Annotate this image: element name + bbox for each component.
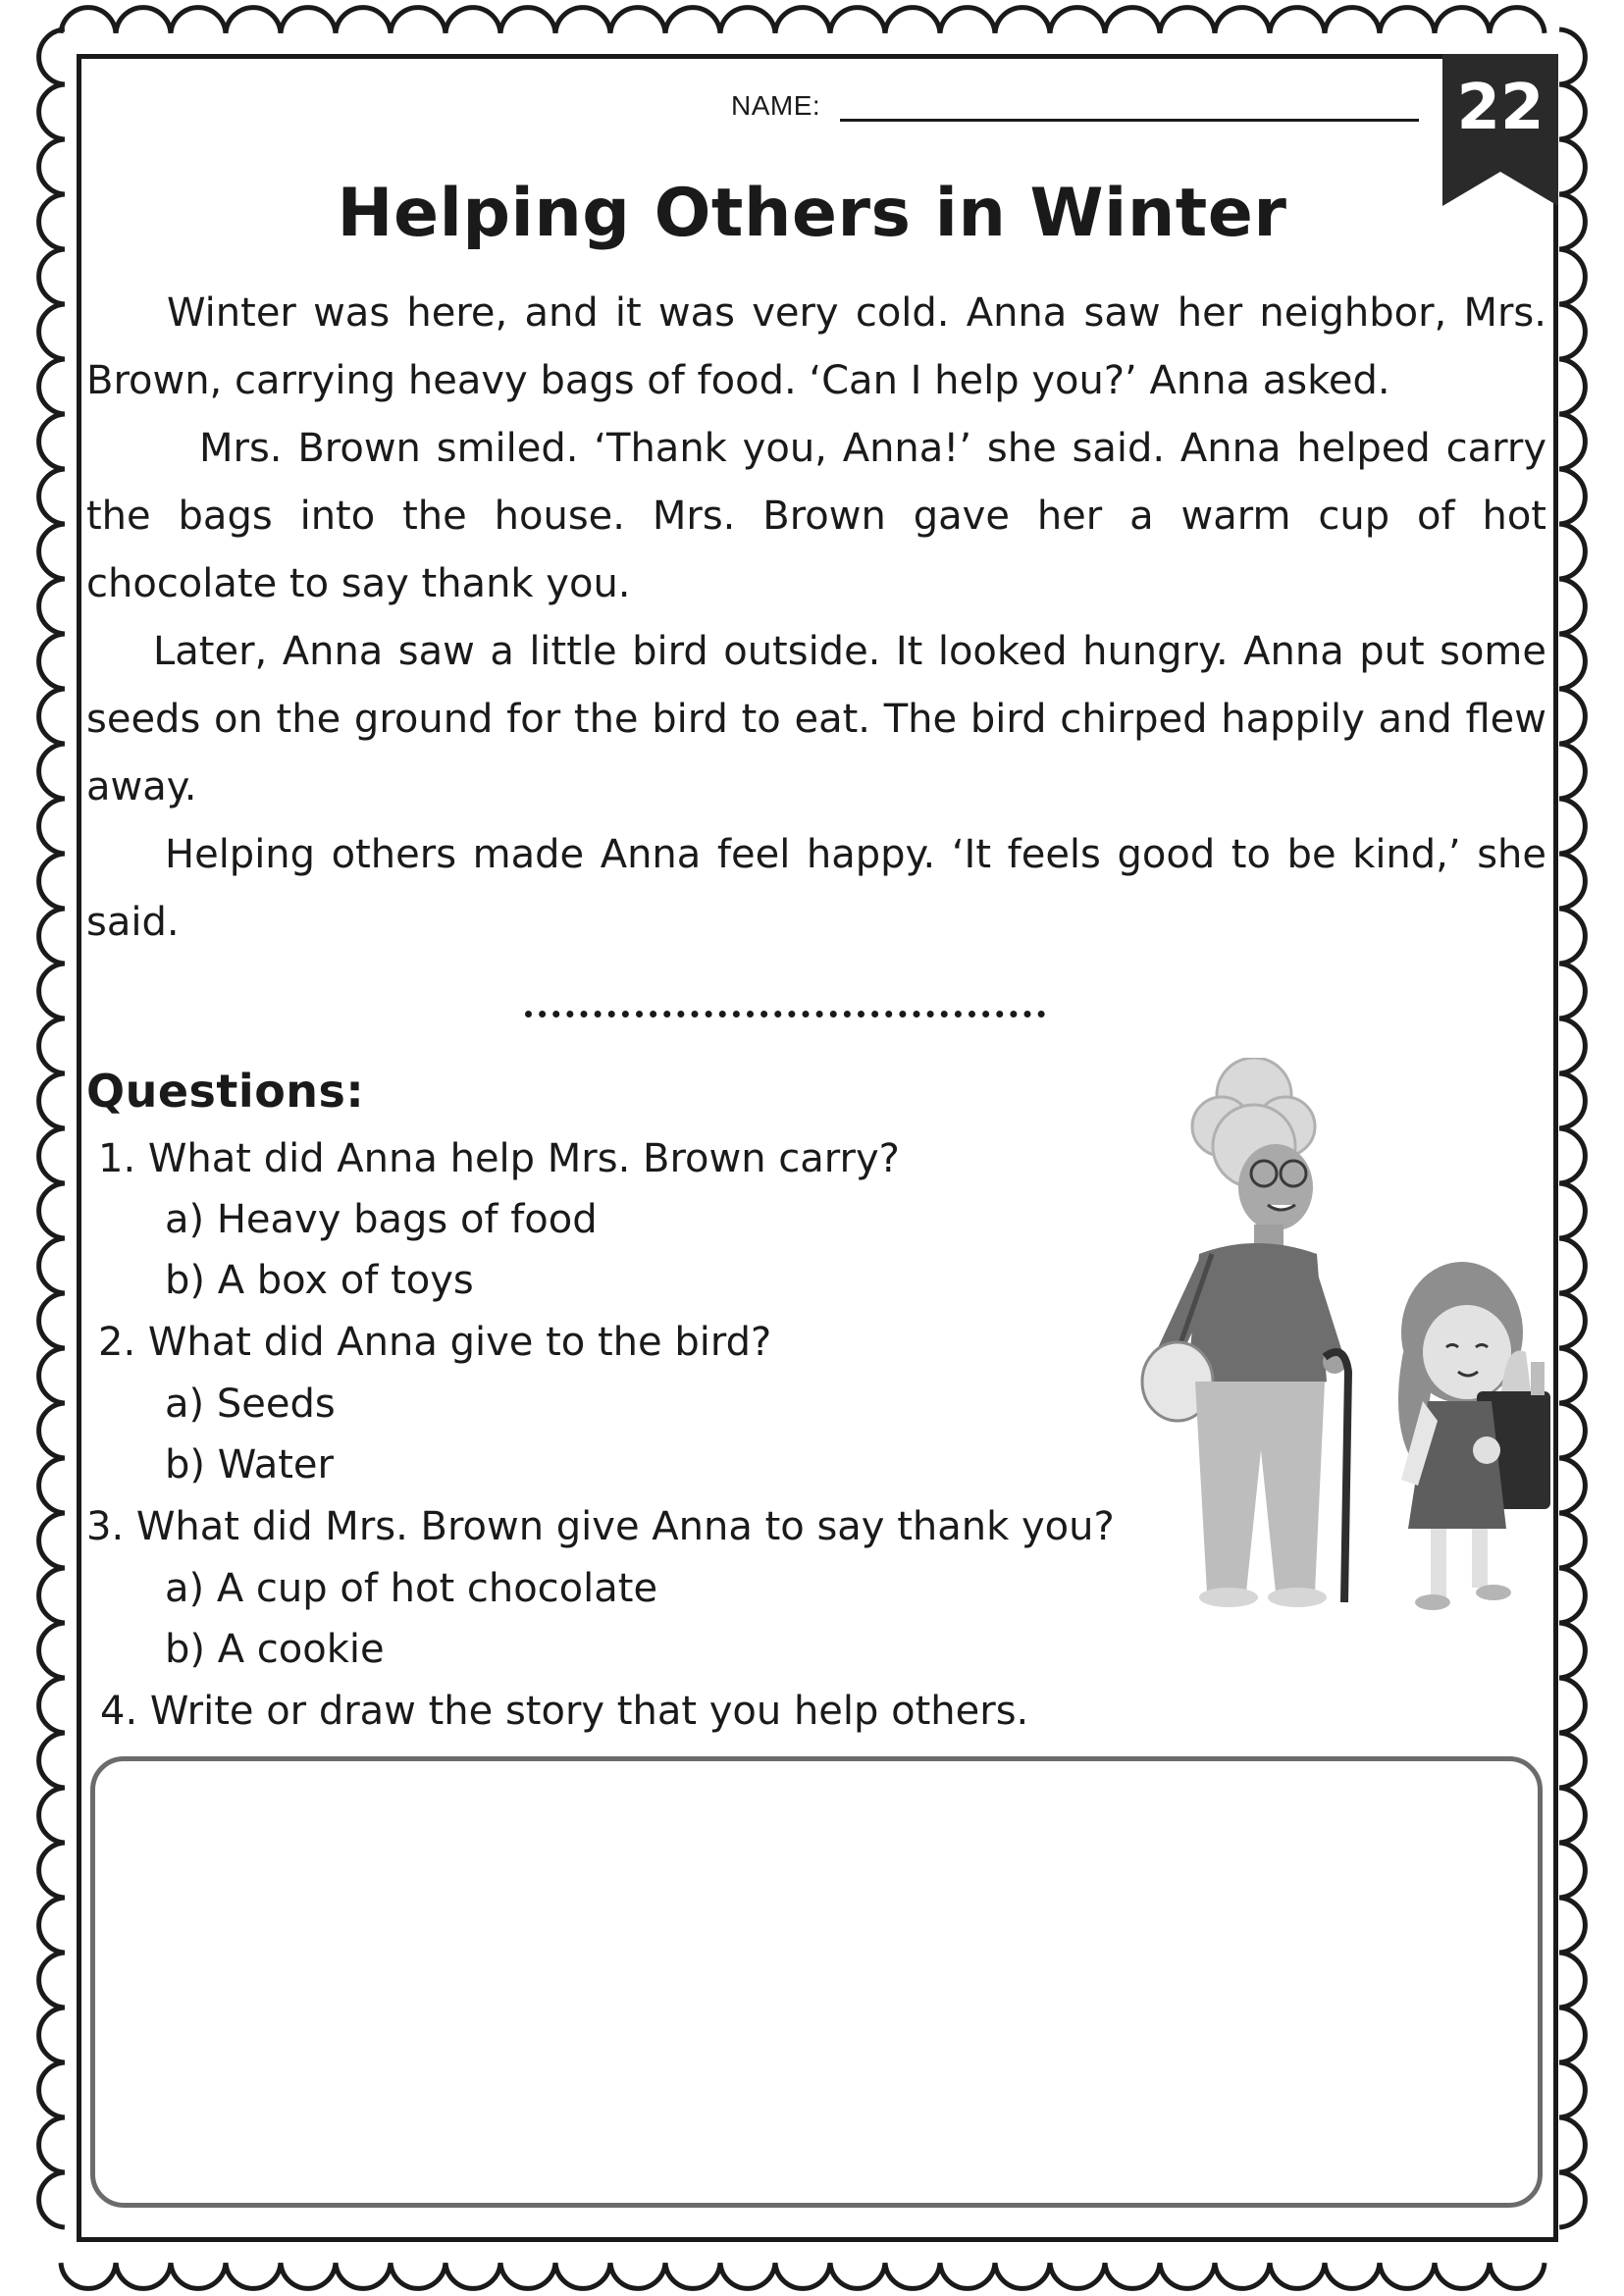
scallop-arc bbox=[1559, 1513, 1585, 1568]
scallop-arc bbox=[1559, 1018, 1585, 1073]
name-label: NAME: bbox=[731, 90, 821, 121]
scallop-arc bbox=[1050, 8, 1105, 33]
scallop-arc bbox=[39, 1623, 65, 1678]
story-paragraph: Helping others made Anna feel happy. ‘It feels good to be kind,’ she said. bbox=[86, 832, 1546, 945]
scallop-arc bbox=[1490, 2263, 1545, 2288]
scallop-arc bbox=[39, 524, 65, 579]
scallop-arc bbox=[39, 1678, 65, 1733]
scallop-arc bbox=[1380, 8, 1435, 33]
scallop-arc bbox=[555, 2263, 610, 2288]
scallop-arc bbox=[665, 8, 720, 33]
scallop-arc bbox=[1559, 1238, 1585, 1293]
scallop-arc bbox=[39, 1238, 65, 1293]
scallop-arc bbox=[116, 2263, 171, 2288]
scallop-arc bbox=[445, 8, 500, 33]
scallop-arc bbox=[885, 8, 940, 33]
scallop-arc bbox=[830, 8, 885, 33]
scallop-arc bbox=[1160, 2263, 1215, 2288]
scallop-arc bbox=[171, 8, 226, 33]
scallop-arc bbox=[1559, 1843, 1585, 1898]
scallop-arc bbox=[830, 2263, 885, 2288]
grandmother-and-girl-illustration bbox=[1138, 1058, 1560, 1617]
scallop-arc bbox=[39, 964, 65, 1018]
scallop-arc bbox=[1559, 249, 1585, 304]
scallop-arc bbox=[1559, 359, 1585, 414]
scallop-arc bbox=[391, 8, 445, 33]
question-1: 1. What did Anna help Mrs. Brown carry? bbox=[98, 1136, 900, 1181]
scallop-arc bbox=[1559, 689, 1585, 744]
answer-drawing-box[interactable] bbox=[90, 1756, 1543, 2208]
scallop-arc bbox=[39, 1568, 65, 1623]
scallop-arc bbox=[940, 2263, 995, 2288]
scallop-arc bbox=[445, 2263, 500, 2288]
scallop-arc bbox=[1270, 8, 1325, 33]
scallop-arc bbox=[1559, 634, 1585, 689]
scallop-arc bbox=[1559, 909, 1585, 964]
scallop-arc bbox=[1559, 414, 1585, 469]
question-3: 3. What did Mrs. Brown give Anna to say thank you? bbox=[86, 1504, 1115, 1549]
grandmother-icon bbox=[1142, 1058, 1348, 1607]
scallop-arc bbox=[1559, 1953, 1585, 2008]
scallop-arc bbox=[39, 1458, 65, 1513]
scallop-arc bbox=[39, 249, 65, 304]
scallop-arc bbox=[610, 2263, 665, 2288]
scallop-arc bbox=[775, 2263, 830, 2288]
scallop-arc bbox=[1435, 2263, 1490, 2288]
scallop-arc bbox=[775, 8, 830, 33]
scallop-arc bbox=[720, 2263, 775, 2288]
scallop-arc bbox=[1559, 1733, 1585, 1788]
scallop-arc bbox=[336, 8, 391, 33]
scallop-arc bbox=[39, 1073, 65, 1128]
scallop-arc bbox=[1435, 8, 1490, 33]
page-title: Helping Others in Winter bbox=[337, 175, 1287, 252]
scallop-arc bbox=[1559, 2117, 1585, 2172]
scallop-arc bbox=[1559, 799, 1585, 854]
scallop-arc bbox=[1559, 29, 1585, 84]
scallop-arc bbox=[1270, 2263, 1325, 2288]
dotted-divider bbox=[525, 1011, 1045, 1025]
scallop-arc bbox=[39, 1843, 65, 1898]
scallop-arc bbox=[39, 689, 65, 744]
scallop-arc bbox=[39, 2117, 65, 2172]
girl-icon bbox=[1398, 1262, 1550, 1610]
scallop-arc bbox=[995, 2263, 1050, 2288]
scallop-arc bbox=[1559, 1128, 1585, 1183]
scallop-arc bbox=[39, 909, 65, 964]
scallop-arc bbox=[885, 2263, 940, 2288]
scallop-arc bbox=[39, 1183, 65, 1238]
scallop-arc bbox=[336, 2263, 391, 2288]
name-field[interactable] bbox=[731, 90, 1419, 122]
scallop-arc bbox=[1559, 1293, 1585, 1348]
scallop-arc bbox=[1559, 1073, 1585, 1128]
scallop-arc bbox=[39, 1293, 65, 1348]
scallop-arc bbox=[39, 744, 65, 799]
scallop-arc bbox=[39, 29, 65, 84]
scallop-arc bbox=[1215, 8, 1270, 33]
scallop-arc bbox=[1559, 579, 1585, 634]
questions-heading: Questions: bbox=[86, 1065, 365, 1118]
scallop-arc bbox=[1380, 2263, 1435, 2288]
scallop-arc bbox=[1559, 1678, 1585, 1733]
scallop-arc bbox=[1559, 2008, 1585, 2062]
scallop-arc bbox=[39, 1018, 65, 1073]
scallop-arc bbox=[995, 8, 1050, 33]
scallop-arc bbox=[39, 2062, 65, 2117]
scallop-arc bbox=[39, 579, 65, 634]
scallop-arc bbox=[61, 8, 116, 33]
scallop-arc bbox=[39, 1513, 65, 1568]
scallop-arc bbox=[39, 1403, 65, 1458]
question-3-option-a[interactable]: a) A cup of hot chocolate bbox=[165, 1566, 658, 1611]
scallop-arc bbox=[1559, 964, 1585, 1018]
scallop-arc bbox=[1559, 1568, 1585, 1623]
scallop-arc bbox=[1559, 1898, 1585, 1953]
scallop-arc bbox=[1559, 304, 1585, 359]
scallop-arc bbox=[1325, 8, 1380, 33]
scallop-arc bbox=[1559, 2062, 1585, 2117]
scallop-arc bbox=[1559, 1183, 1585, 1238]
scallop-arc bbox=[39, 414, 65, 469]
scallop-arc bbox=[39, 1733, 65, 1788]
scallop-arc bbox=[281, 8, 336, 33]
scallop-arc bbox=[39, 304, 65, 359]
scallop-arc bbox=[1559, 2172, 1585, 2227]
page-number: 22 bbox=[1456, 72, 1545, 144]
scallop-arc bbox=[226, 2263, 281, 2288]
question-1-option-a[interactable]: a) Heavy bags of food bbox=[165, 1197, 598, 1242]
question-4: 4. Write or draw the story that you help others. bbox=[100, 1689, 1029, 1734]
scallop-arc bbox=[39, 1898, 65, 1953]
story-paragraph: Winter was here, and it was very cold. Anna saw her neighbor, Mrs. Brown, carrying heavy bags of food. ‘Can I help you?’ Anna asked. bbox=[86, 290, 1546, 403]
question-1-option-b[interactable]: b) A box of toys bbox=[165, 1258, 474, 1303]
scallop-arc bbox=[1559, 1403, 1585, 1458]
scallop-arc bbox=[39, 1788, 65, 1843]
scallop-arc bbox=[39, 1128, 65, 1183]
scallop-arc bbox=[171, 2263, 226, 2288]
scallop-arc bbox=[1559, 524, 1585, 579]
scallop-arc bbox=[1105, 8, 1160, 33]
scallop-arc bbox=[39, 84, 65, 139]
story-text bbox=[86, 280, 1546, 957]
scallop-arc bbox=[39, 2172, 65, 2227]
scallop-arc bbox=[39, 1953, 65, 2008]
scallop-arc bbox=[500, 8, 555, 33]
question-2: 2. What did Anna give to the bird? bbox=[98, 1320, 772, 1365]
scallop-arc bbox=[1559, 854, 1585, 909]
scallop-arc bbox=[1105, 2263, 1160, 2288]
story-paragraph: Later, Anna saw a little bird outside. It looked hungry. Anna put some seeds on the ground for the bird to eat. The bird chirped happily and flew away. bbox=[86, 629, 1546, 809]
scallop-arc bbox=[116, 8, 171, 33]
scallop-arc bbox=[610, 8, 665, 33]
scallop-arc bbox=[500, 2263, 555, 2288]
scallop-arc bbox=[1559, 469, 1585, 524]
scallop-arc bbox=[665, 2263, 720, 2288]
scallop-arc bbox=[281, 2263, 336, 2288]
question-2-option-a[interactable]: a) Seeds bbox=[165, 1382, 336, 1427]
scallop-arc bbox=[555, 8, 610, 33]
scallop-arc bbox=[39, 2008, 65, 2062]
scallop-arc bbox=[61, 2263, 116, 2288]
scallop-arc bbox=[39, 1348, 65, 1403]
scallop-arc bbox=[1559, 84, 1585, 139]
scallop-arc bbox=[1559, 1458, 1585, 1513]
scallop-arc bbox=[1559, 744, 1585, 799]
scallop-arc bbox=[226, 8, 281, 33]
scallop-arc bbox=[720, 8, 775, 33]
scallop-arc bbox=[39, 469, 65, 524]
scallop-arc bbox=[39, 854, 65, 909]
scallop-arc bbox=[1160, 8, 1215, 33]
scallop-arc bbox=[1559, 1623, 1585, 1678]
scallop-arc bbox=[1050, 2263, 1105, 2288]
scallop-arc bbox=[39, 799, 65, 854]
scallop-arc bbox=[39, 359, 65, 414]
scallop-arc bbox=[1215, 2263, 1270, 2288]
question-3-option-b[interactable]: b) A cookie bbox=[165, 1627, 385, 1672]
scallop-arc bbox=[940, 8, 995, 33]
story-paragraph: Mrs. Brown smiled. ‘Thank you, Anna!’ she said. Anna helped carry the bags into the house. Mrs. Brown gave her a warm cup of hot chocolate to say thank you. bbox=[86, 426, 1546, 606]
scallop-arc bbox=[1559, 1348, 1585, 1403]
scallop-arc bbox=[39, 634, 65, 689]
question-2-option-b[interactable]: b) Water bbox=[165, 1442, 334, 1487]
name-input-line[interactable] bbox=[840, 93, 1419, 122]
scallop-arc bbox=[391, 2263, 445, 2288]
scallop-arc bbox=[1559, 1788, 1585, 1843]
scallop-arc bbox=[1325, 2263, 1380, 2288]
scallop-arc bbox=[1490, 8, 1545, 33]
